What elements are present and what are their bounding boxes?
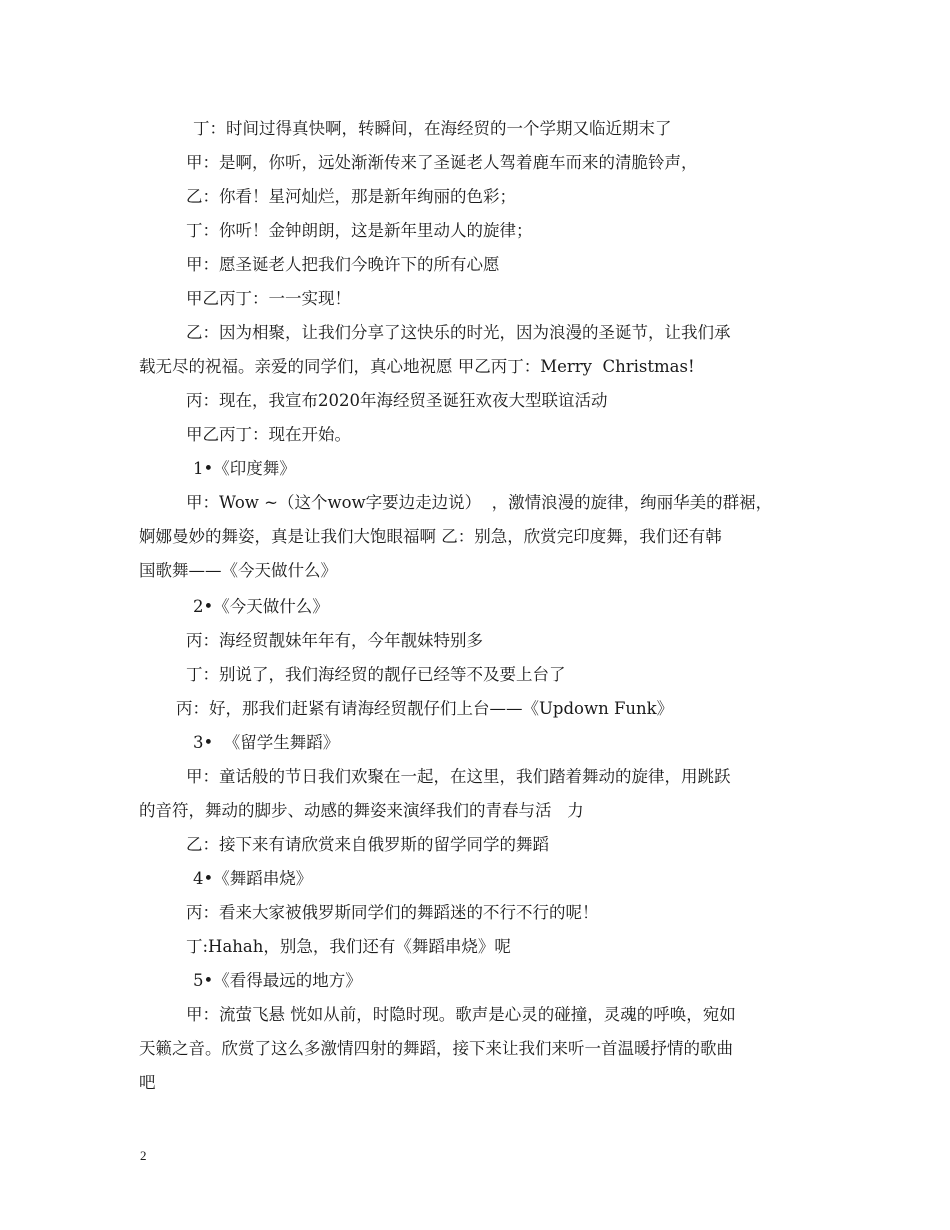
text-line: 甲：童话般的节日我们欢聚在一起，在这里，我们踏着舞动的旋律，用跳跃 — [186, 767, 731, 786]
text-line: 丁:Hahah，别急，我们还有《舞蹈串烧》呢 — [186, 937, 511, 956]
program-item-heading: 2•《今天做什么》 — [193, 597, 329, 616]
text-line: 丁：时间过得真快啊，转瞬间，在海经贸的一个学期又临近期末了 — [193, 119, 672, 138]
text-line: 丙：好，那我们赶紧有请海经贸靓仔们上台——《Updown Funk》 — [176, 699, 674, 718]
text-line: 丙：现在，我宣布2020年海经贸圣诞狂欢夜大型联谊活动 — [186, 391, 608, 410]
program-item-heading: 5•《看得最远的地方》 — [193, 971, 362, 990]
text-line: 的音符，舞动的脚步、动感的舞姿来演绎我们的青春与活 力 — [139, 801, 584, 820]
text-line: 甲乙丙丁：现在开始。 — [186, 425, 351, 444]
text-line: 甲：愿圣诞老人把我们今晚许下的所有心愿 — [186, 255, 500, 274]
text-line: 丙：海经贸靓妹年年有，今年靓妹特别多 — [186, 631, 483, 650]
text-line: 乙：你看！星河灿烂，那是新年绚丽的色彩； — [186, 187, 516, 206]
program-item-heading: 1•《印度舞》 — [193, 459, 296, 478]
text-line: 甲：是啊，你听，远处渐渐传来了圣诞老人驾着鹿车而来的清脆铃声， — [186, 153, 698, 172]
text-line: 乙：接下来有请欣赏来自俄罗斯的留学同学的舞蹈 — [186, 835, 549, 854]
text-line: 甲：Wow ~（这个wow字要边走边说） ，激情浪漫的旋律，绚丽华美的群裾， — [186, 493, 773, 512]
text-line: 丙：看来大家被俄罗斯同学们的舞蹈迷的不行不行的呢！ — [186, 903, 599, 922]
text-line: 乙：因为相聚，让我们分享了这快乐的时光，因为浪漫的圣诞节，让我们承 — [186, 323, 731, 342]
text-line: 天籁之音。欣赏了这么多激情四射的舞蹈，接下来让我们来听一首温暖抒情的歌曲 — [139, 1039, 733, 1058]
program-item-heading: 4•《舞蹈串烧》 — [193, 869, 313, 888]
text-line: 国歌舞——《今天做什么》 — [139, 561, 337, 580]
text-line: 婀娜曼妙的舞姿，真是让我们大饱眼福啊 乙：别急，欣赏完印度舞，我们还有韩 — [139, 527, 722, 546]
program-item-heading: 3• 《留学生舞蹈》 — [193, 733, 340, 752]
text-line: 丁：别说了，我们海经贸的靓仔已经等不及要上台了 — [186, 665, 566, 684]
text-line: 丁：你听！金钟朗朗，这是新年里动人的旋律； — [186, 221, 533, 240]
text-line: 载无尽的祝福。亲爱的同学们，真心地祝愿 甲乙丙丁：Merry Christmas! — [139, 357, 695, 376]
text-line: 甲：流萤飞悬 恍如从前，时隐时现。歌声是心灵的碰撞，灵魂的呼唤，宛如 — [186, 1005, 736, 1024]
text-line: 吧 — [139, 1073, 156, 1092]
text-line: 甲乙丙丁：一一实现！ — [186, 289, 351, 308]
page-number: 2 — [140, 1148, 147, 1163]
